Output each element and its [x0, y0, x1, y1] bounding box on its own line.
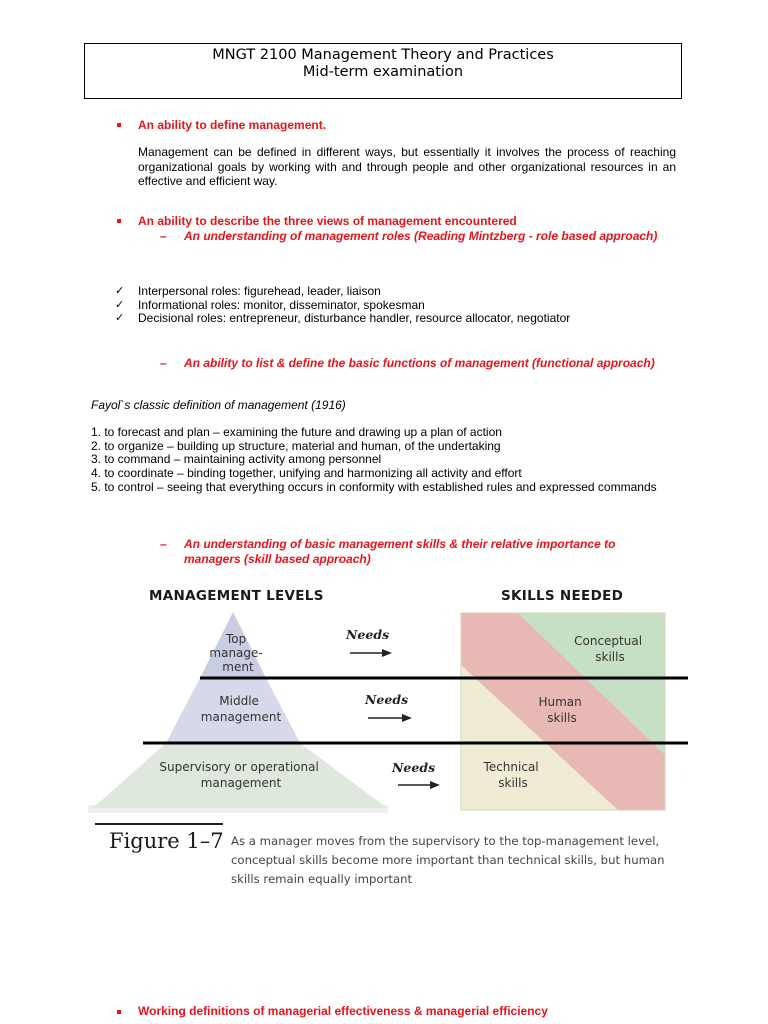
bullet-icon — [117, 219, 121, 223]
definition-paragraph: Management can be defined in different ways, but essentially it involves the process of reaching organizational goals by working with and through people and other organizational resources in an effective and efficient way. — [138, 145, 676, 188]
list-item: 3. to command – maintaining activity among personnel — [91, 452, 382, 467]
checkmark-icon: ✓ — [115, 312, 125, 325]
needs-label: Needs — [392, 760, 436, 775]
skills-figure — [88, 605, 688, 815]
section-heading: Working definitions of managerial effectiveness & managerial efficiency — [138, 1004, 548, 1018]
needs-label: Needs — [365, 692, 409, 707]
list-item: 2. to organize – building up structure, material and human, of the undertaking — [91, 438, 501, 453]
section-heading: An ability to describe the three views of management encountered — [138, 214, 517, 228]
subheading-skills: – An understanding of basic management skills & their relative importance to managers (skill based approach) — [160, 537, 616, 566]
level-label-middle: Middle management — [200, 694, 282, 724]
skill-label-human: Human skills — [538, 695, 582, 725]
list-item: ✓ Decisional roles: entrepreneur, disturbance handler, resource allocator, negotiator — [115, 311, 571, 326]
subheading-roles: – An understanding of management roles (Reading Mintzberg - role based approach) — [160, 229, 658, 243]
skill-label-technical: Technical skills — [483, 760, 539, 790]
arrow-icon — [350, 649, 392, 657]
skill-label-conceptual: Conceptual skills — [574, 634, 643, 664]
list-item: 1. to forecast and plan – examining the future and drawing up a plan of action — [91, 425, 502, 439]
figure-caption: As a manager moves from the supervisory to the top-management level, conceptual skills become more important than technical skills, but human skills remain equally important — [231, 834, 665, 886]
course-title: MNGT 2100 Management Theory and Practices — [212, 47, 554, 63]
bullet-icon — [117, 1010, 121, 1014]
skills-needed-header: SKILLS NEEDED — [501, 588, 624, 604]
figure-rule — [95, 823, 223, 825]
management-levels-header: MANAGEMENT LEVELS — [149, 588, 324, 604]
level-label-bottom: Supervisory or operational management — [159, 760, 319, 790]
figure-number: Figure 1–7 — [109, 829, 224, 853]
dash-icon: – — [160, 356, 167, 370]
needs-label: Needs — [346, 627, 390, 642]
functions-list — [91, 426, 676, 495]
dash-icon: – — [160, 537, 167, 551]
list-item: 4. to coordinate – binding together, unifying and harmonizing all activity and effort — [91, 466, 522, 481]
checkmark-icon: ✓ — [115, 285, 125, 297]
roles-list — [115, 285, 570, 326]
list-item: ✓ Interpersonal roles: figurehead, leader, liaison — [115, 284, 381, 298]
document-title-box — [84, 43, 682, 99]
checkmark-icon: ✓ — [115, 298, 125, 311]
arrow-icon — [398, 781, 440, 789]
list-item: 5. to control – seeing that everything occurs in conformity with established rules and expressed commands — [91, 479, 657, 494]
list-item: ✓ Informational roles: monitor, disseminator, spokesman — [115, 297, 425, 312]
section-heading: An ability to define management. — [138, 118, 327, 132]
fayol-heading: Fayol`s classic definition of management (1916) — [91, 398, 346, 412]
arrow-icon — [368, 714, 412, 722]
dash-icon: – — [160, 229, 167, 243]
subheading-functions: – An ability to list & define the basic functions of management (functional approach) — [160, 356, 655, 370]
exam-title: Mid-term examination — [302, 64, 464, 80]
level-label-top: Top manage- ment — [209, 632, 263, 674]
bullet-icon — [117, 123, 121, 127]
